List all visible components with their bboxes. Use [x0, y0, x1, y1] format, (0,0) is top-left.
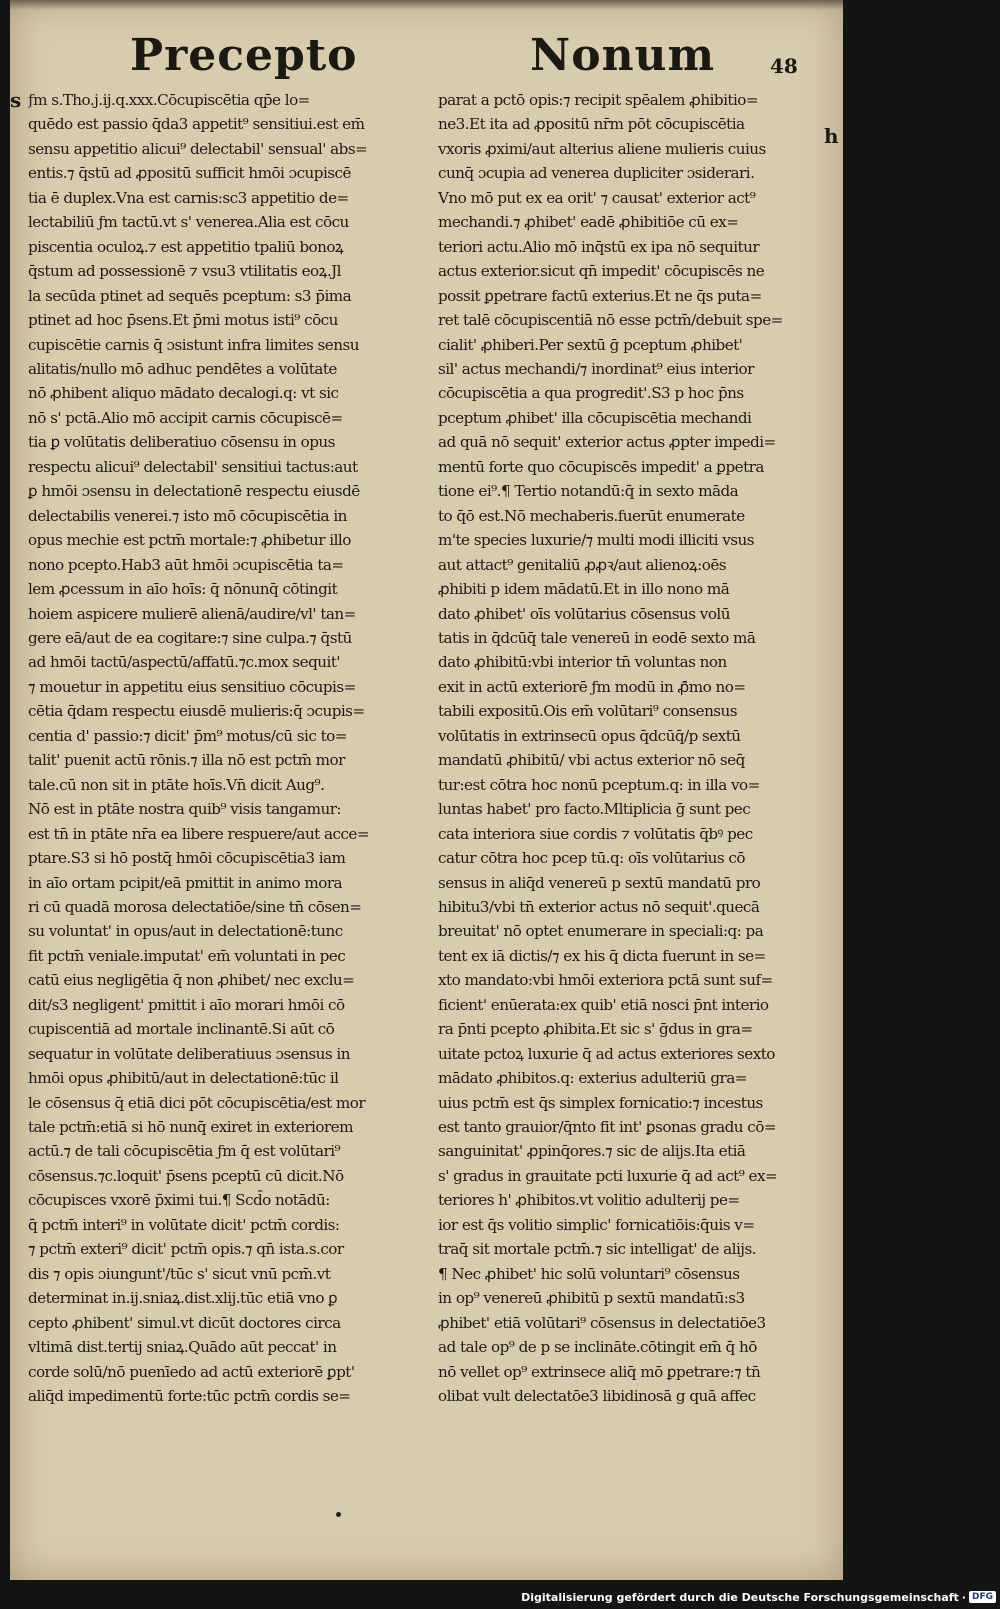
text-line: ri cū quadā morosa delectatiōe/sine tn̄ cōsen=	[28, 897, 362, 916]
text-line: ꝓhibiti p idem mādatū.Et in illo nono mā	[438, 580, 730, 599]
text-line: s' gradus in grauitate pcti luxurie q̄ ad act⁹ ex=	[438, 1166, 778, 1185]
text-line: cupiscentiā ad mortale inclinantē.Si aūt cō	[28, 1020, 335, 1039]
text-line: mandatū ꝓhibitū/ vbi actus exterior nō seq̄	[438, 751, 745, 770]
text-line: in op⁹ venereū ꝓhibitū p sextū mandatū:s3	[438, 1289, 745, 1308]
text-line: est tn̄ in ptāte nr̄a ea libere respuere/aut acce=	[28, 824, 370, 843]
text-line: q̄ pctm̄ interi⁹ in volūtate dicit' pctm̄ cordis:	[28, 1215, 340, 1234]
text-line: tur:est cōtra hoc nonū pceptum.q: in illa vo=	[438, 775, 760, 794]
text-line: le cōsensus q̄ etiā dici pōt cōcupiscētia/est mor	[28, 1093, 366, 1112]
text-line: sanguinitat' ꝓpinq̄ores.⁊ sic de alijs.Ita etiā	[438, 1142, 746, 1161]
dfg-logo: DFG	[969, 1591, 996, 1603]
text-line: actus exterior.sicut qn̄ impedit' cōcupiscēs ne	[438, 262, 765, 281]
running-head-right: Nonum	[530, 30, 716, 81]
text-line: cōcupisces vxorē p̄ximi tui.¶ Scd̄o notādū:	[28, 1191, 330, 1210]
text-line: tale pctm̄:etiā si hō nunq̄ exiret in exteriorem	[28, 1118, 353, 1137]
text-line: ne3.Et ita ad ꝓpositū nr̄m pōt cōcupiscētia	[438, 115, 745, 134]
text-line: actū.⁊ de tali cōcupiscētia ƒm q̄ est volūtari⁹	[28, 1142, 341, 1161]
text-line: Vno mō put ex ea orit' ⁊ causat' exterior act⁹	[438, 188, 756, 207]
text-line: catur cōtra hoc pcep tū.q: oīs volūtarius cō	[438, 849, 745, 868]
text-line: catū eius negligētia q̄ non ꝓhibet/ nec exclu=	[28, 971, 355, 990]
footer-credit: Digitalisierung gefördert durch die Deutsche Forschungsgemeinschaft · DFG	[521, 1587, 996, 1607]
text-line: ra p̄nti pcepto ꝓhibita.Et sic s' ḡdus in gra=	[438, 1020, 753, 1039]
text-line: corde solū/nō puenīedo ad actū exteriorē ꝑpt'	[28, 1362, 355, 1381]
text-line: nono pcepto.Hab3 aūt hmōi ɔcupiscētia ta=	[28, 555, 344, 574]
text-line: ƒm s.Tho.j.ij.q.xxx.Cōcupiscētia ɋp̄e lo=	[28, 91, 310, 109]
text-line: hmōi opus ꝓhibitū/aut in delectationē:tūc il	[28, 1069, 339, 1088]
text-line: Nō est in ptāte nostra quib⁹ visis tangamur:	[28, 800, 341, 819]
text-line: q̄stum ad possessionē ⁊ vsu3 vtilitatis eoꝝ.Jl	[28, 262, 341, 281]
text-line: centia d' passio:⁊ dicit' p̄m⁹ motus/cū sic to=	[28, 726, 347, 745]
text-line: la secūda ptinet ad sequēs pceptum: s3 p̄ima	[28, 286, 352, 305]
text-line: aut attact⁹ genitaliū ꝓꝓꝛ/aut alienoꝝ:oēs	[438, 555, 726, 574]
text-line: m'te species luxurie/⁊ multi modi illiciti vsus	[438, 531, 755, 550]
page-edge-shadow	[10, 0, 843, 10]
text-line: cōcupiscētia a qua progredit'.S3 p hoc p̄ns	[438, 384, 744, 403]
text-line: uius pctm̄ est q̄s simplex fornicatio:⁊ incestus	[438, 1093, 763, 1112]
text-line: tale.cū non sit in ptāte hoīs.Vn̄ dicit Aug⁹.	[28, 775, 325, 794]
text-line: talit' puenit actū rōnis.⁊ illa nō est pctm̄ mor	[28, 751, 345, 770]
text-line: hibitu3/vbi tn̄ exterior actus nō sequit'.quecā	[438, 897, 760, 916]
text-line: cata interiora siue cordis ⁊ volūtatis q̄bꝰ pec	[438, 824, 753, 843]
text-line: delectabilis venerei.⁊ isto mō cōcupiscētia in	[28, 506, 347, 525]
text-line: ior est q̄s volitio simplic' fornicatiōis:q̄uis v=	[438, 1215, 755, 1234]
text-line: vltimā dist.tertij sniaꝝ.Quādo aūt peccat' in	[28, 1338, 337, 1357]
text-line: lem ꝓcessum in aīo hoīs: q̄ nōnunq̄ cōtingit	[28, 580, 338, 599]
text-line: luntas habet' pro facto.Mltiplicia ḡ sunt pec	[438, 800, 751, 819]
footer-credit-text: Digitalisierung gefördert durch die Deutsche Forschungsgemeinschaft	[521, 1590, 959, 1604]
text-line: quēdo est passio q̄da3 appetit⁹ sensitiui.est em̄	[28, 115, 365, 134]
running-head-left: Precepto	[130, 30, 358, 81]
text-line: su voluntat' in opus/aut in delectationē:tunc	[28, 922, 343, 941]
text-line: cialit' ꝓhiberi.Per sextū ḡ pceptum ꝓhibet'	[438, 335, 743, 354]
text-line: ret talē cōcupiscentiā nō esse pctm̄/debuit spe=	[438, 311, 783, 330]
text-line: dato ꝓhibitū:vbi interior tn̄ voluntas non	[438, 653, 727, 672]
text-line: determinat in.ij.sniaꝝ.dist.xlij.tūc etiā vno ꝑ	[28, 1289, 338, 1308]
text-line: sensu appetitio alicui⁹ delectabil' sensual' abs=	[28, 139, 368, 158]
text-line: cunq̄ ɔcupia ad venerea dupliciter ɔsiderari.	[438, 164, 755, 183]
text-line: ad quā nō sequit' exterior actus ꝓpter impedi=	[438, 433, 776, 452]
text-line: sequatur in volūtate deliberatiuus ɔsensus in	[28, 1044, 350, 1063]
text-line: vxoris ꝓximi/aut alterius aliene mulieris cuius	[438, 139, 766, 158]
text-line: to q̄ō est.Nō mechaberis.fuerūt enumerate	[438, 506, 745, 525]
text-line: aliq̄d impedimentū forte:tūc pctm̄ cordis se=	[28, 1387, 351, 1406]
text-line: pceptum ꝓhibet' illa cōcupiscētia mechandi	[438, 408, 752, 427]
text-line: breuitat' nō optet enumerare in speciali:q: pa	[438, 922, 764, 941]
text-line: ¶ Nec ꝓhibet' hic solū voluntari⁹ cōsensus	[438, 1264, 740, 1283]
text-line: mentū forte quo cōcupiscēs impedit' a ꝑpetra	[438, 457, 764, 476]
text-line: dit/s3 negligent' pmittit i aīo morari hmōi cō	[28, 995, 345, 1014]
text-line: ꝓhibet' etiā volūtari⁹ cōsensus in delectatiōe3	[438, 1313, 766, 1332]
text-line: hoiem aspicere mulierē alienā/audire/vl' tan=	[28, 604, 356, 623]
text-line: gere eā/aut de ea cogitare:⁊ sine culpa.⁊ q̄stū	[28, 628, 352, 647]
text-line: sil' actus mechandi/⁊ inordinat⁹ eius interior	[438, 359, 754, 378]
folio-number: 48	[770, 54, 798, 78]
text-line: tione ei⁹.¶ Tertio notandū:q̄ in sexto māda	[438, 482, 739, 501]
text-line: opus mechie est pctm̄ mortale:⁊ ꝓhibetur illo	[28, 531, 351, 550]
text-line: tatis in q̄dcūq̄ tale venereū in eodē sexto mā	[438, 628, 756, 647]
text-line: ad tale op⁹ de p se inclināte.cōtingit em̄ q̄ hō	[438, 1338, 757, 1357]
text-line: teriores h' ꝓhibitos.vt volitio adulterij pe=	[438, 1191, 740, 1210]
text-line: mechandi.⁊ ꝓhibet' eadē ꝓhibitiōe cū ex=	[438, 213, 739, 232]
text-line: respectu alicui⁹ delectabil' sensitiui tactus:aut	[28, 457, 358, 476]
margin-mark-right: h	[824, 124, 839, 148]
text-line: nō ꝓhibent aliquo mādato decalogi.q: vt sic	[28, 384, 339, 403]
text-line: tabili expositū.Ois em̄ volūtari⁹ consensus	[438, 702, 738, 721]
text-line: tent ex iā dictis/⁊ ex his q̄ dicta fuerunt in se=	[438, 946, 766, 965]
text-line: entis.⁊ q̄stū ad ꝓpositū sufficit hmōi ɔcupiscē	[28, 164, 351, 183]
text-line: piscentia oculoꝝ.⁊ est appetitio tpaliū bonoꝝ	[28, 237, 344, 256]
text-line: xto mandato:vbi hmōi exteriora pctā sunt suf=	[438, 971, 773, 990]
text-line: volūtatis in extrinsecū opus q̄dcūq̄/p sextū	[438, 726, 741, 745]
book-page	[10, 0, 843, 1580]
text-line: possit ꝑpetrare factū exterius.Et ne q̄s puta=	[438, 286, 762, 305]
text-line: parat a pctō opis:⁊ recipit spēalem ꝓhibitio=	[438, 91, 759, 109]
text-line: nō s' pctā.Alio mō accipit carnis cōcupiscē=	[28, 408, 343, 427]
text-line: alitatis/nullo mō adhuc pendētes a volūtate	[28, 359, 337, 378]
text-line: nō vellet op⁹ extrinsece aliq̄ mō ꝑpetrare:⁊ tn̄	[438, 1362, 761, 1381]
right-text-column	[438, 88, 838, 1408]
text-line: ficient' enūerata:ex quib' etiā nosci p̄nt interio	[438, 995, 769, 1014]
text-line: teriori actu.Alio mō inq̄stū ex ipa nō sequitur	[438, 237, 760, 256]
text-line: cōsensus.⁊c.loquit' p̄sens pceptū cū dicit.Nō	[28, 1166, 344, 1185]
text-line: exit in actū exteriorē ƒm modū in ꝓ̄mo no=	[438, 677, 746, 696]
text-line: ꝑ hmōi ɔsensu in delectationē respectu eiusdē	[28, 482, 360, 501]
text-line: uitate pctoꝝ luxurie q̄ ad actus exteriores sexto	[438, 1044, 775, 1063]
text-line: ⁊ pctm̄ exteri⁹ dicit' pctm̄ opis.⁊ qn̄ ista.s.cor	[28, 1240, 344, 1259]
text-line: in aīo ortam pcipit/eā pmittit in animo mora	[28, 873, 343, 892]
text-line: olibat vult delectatōe3 libidinosā g quā affec	[438, 1387, 756, 1406]
text-line: cētia q̄dam respectu eiusdē mulieris:q̄ ɔcupis=	[28, 702, 365, 721]
text-line: ad hmōi tactū/aspectū/affatū.⁊c.mox sequit'	[28, 653, 341, 672]
left-text-column	[28, 88, 428, 1408]
text-line: ⁊ mouetur in appetitu eius sensitiuo cōcupis=	[28, 677, 356, 696]
text-line: cepto ꝓhibent' simul.vt dicūt doctores circa	[28, 1313, 341, 1332]
text-line: mādato ꝓhibitos.q: exterius adulteriū gra=	[438, 1069, 747, 1088]
text-line: fit pctm̄ veniale.imputat' em̄ voluntati in pec	[28, 946, 346, 965]
text-line: ptinet ad hoc p̄sens.Et p̄mi motus isti⁹ cōcu	[28, 311, 338, 330]
text-line: tia ē duplex.Vna est carnis:sc3 appetitio de=	[28, 188, 349, 207]
text-line: lectabiliū ƒm tactū.vt s' venerea.Alia est cōcu	[28, 213, 349, 232]
page-dot-mark	[336, 1512, 341, 1517]
text-line: cupiscētie carnis q̄ ɔsistunt infra limites sensu	[28, 335, 359, 354]
text-line: dato ꝓhibet' oīs volūtarius cōsensus volū	[438, 604, 730, 623]
text-line: dis ⁊ opis ɔiungunt'/tūc s' sicut vnū pcm̄.vt	[28, 1264, 331, 1283]
margin-mark-left: s	[10, 88, 22, 112]
text-line: tia ꝑ volūtatis deliberatiuo cōsensu in opus	[28, 433, 335, 452]
text-line: sensus in aliq̄d venereū p sextū mandatū pro	[438, 873, 761, 892]
text-line: traq̄ sit mortale pctm̄.⁊ sic intelligat' de alijs.	[438, 1240, 756, 1259]
text-line: est tanto grauior/q̄nto fit int' ꝑsonas gradu cō=	[438, 1118, 777, 1137]
text-line: ptare.S3 si hō postq̄ hmōi cōcupiscētia3 iam	[28, 849, 346, 868]
